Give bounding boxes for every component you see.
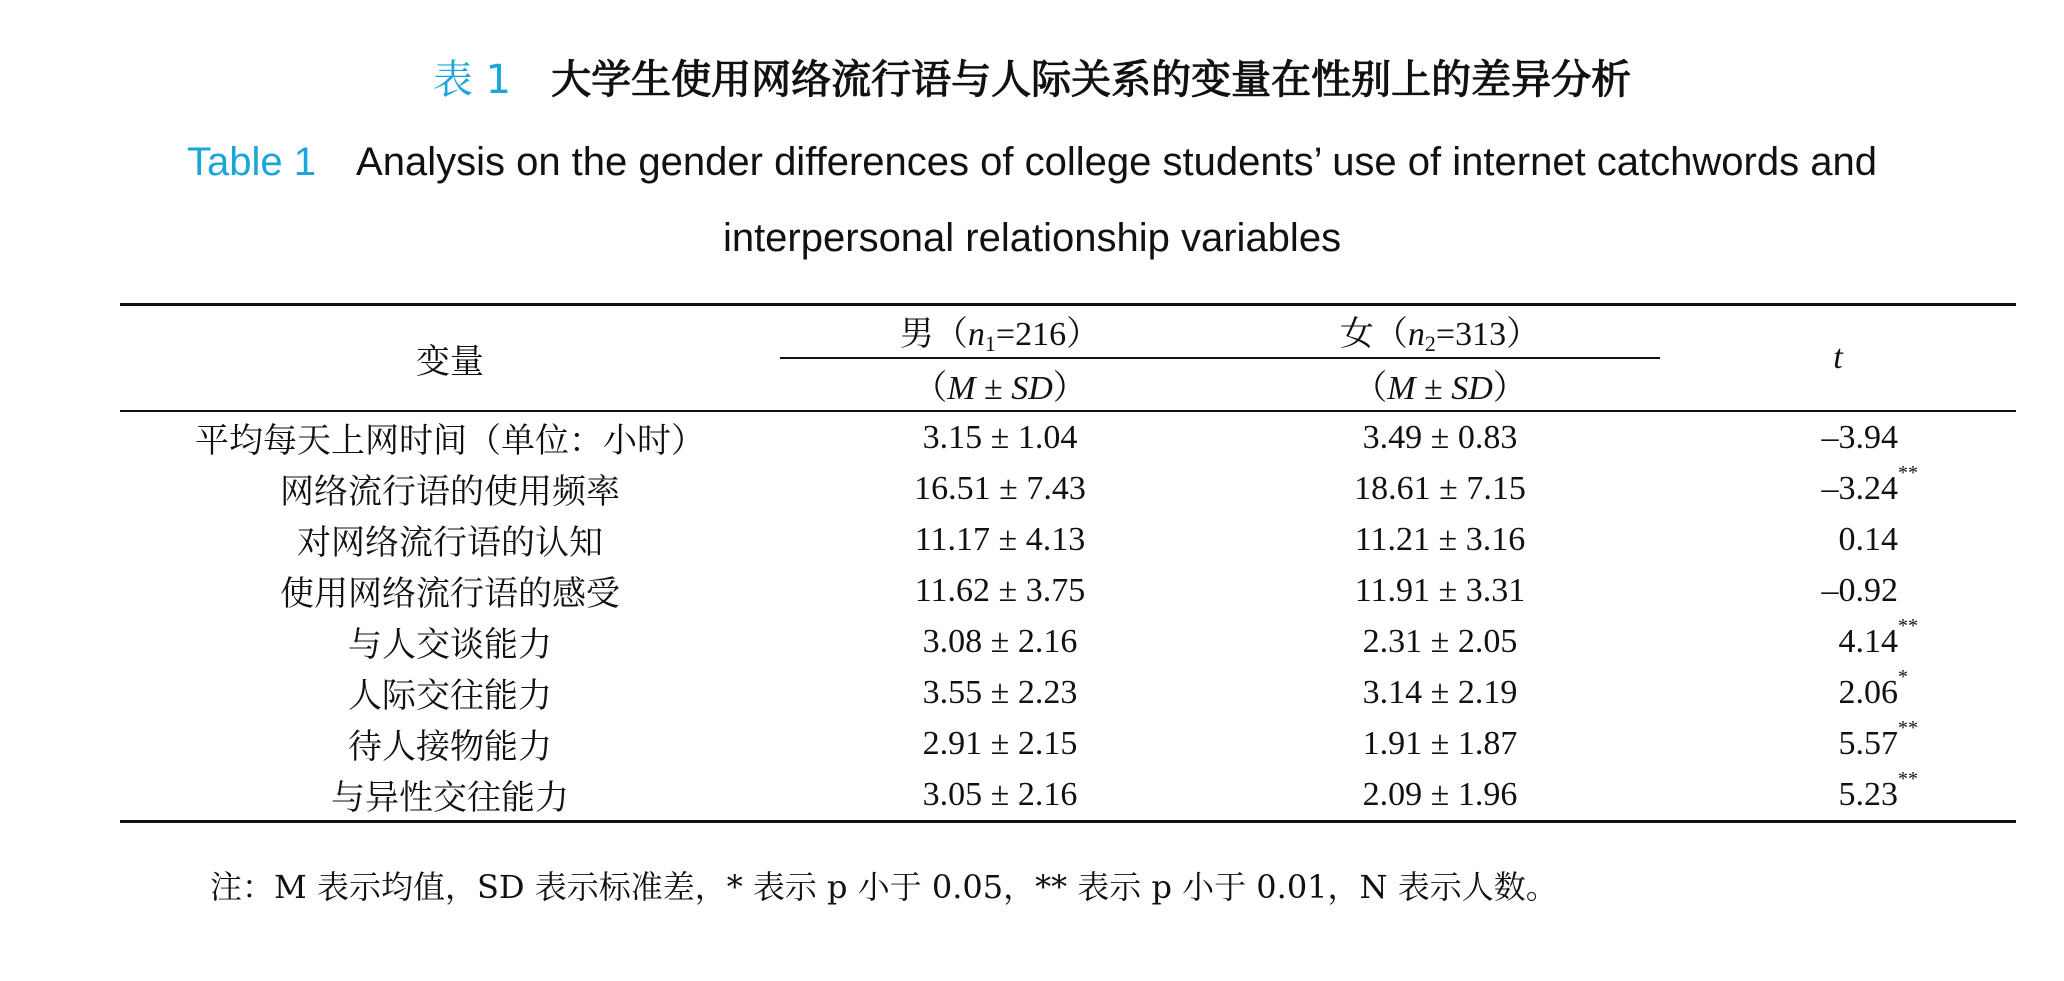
- data-table-container: [120, 303, 2016, 823]
- significance-mark: *: [1898, 665, 1908, 688]
- cell-female: 11.21 ± 3.16: [1354, 520, 1526, 558]
- header-row-groups: [120, 305, 2016, 359]
- header-female-count: =313）: [1435, 316, 1541, 353]
- cell-male: 2.91 ± 2.15: [922, 724, 1078, 762]
- table-row: [120, 411, 2016, 463]
- t-value: 2.06: [1838, 673, 1898, 711]
- header-female-n: n: [1407, 316, 1425, 353]
- caption-label-chinese: 表 1: [432, 57, 512, 103]
- gender-difference-table: [120, 303, 2016, 823]
- cell-t: [1660, 411, 2016, 463]
- header-male-sub: 1: [984, 331, 996, 356]
- stat-sd: SD: [1451, 370, 1493, 407]
- cell-female: 1.91 ± 1.87: [1362, 724, 1518, 762]
- caption-title-english: Analysis on the gender differences of college students’ use of internet catchwords and interpersonal relationship variables: [356, 140, 1877, 260]
- table-row: [120, 514, 2016, 565]
- cell-female: 2.09 ± 1.96: [1362, 775, 1518, 813]
- table-row: [120, 718, 2016, 769]
- header-female-stat: [1220, 358, 1660, 411]
- cell-female: 3.14 ± 2.19: [1362, 673, 1518, 711]
- cell-female: 2.31 ± 2.05: [1362, 622, 1518, 660]
- table-row: [120, 463, 2016, 514]
- cell-female: 3.49 ± 0.83: [1362, 418, 1518, 456]
- header-female-sub: 2: [1424, 331, 1436, 356]
- stat-open: （: [913, 370, 948, 407]
- cell-variable: 与异性交往能力: [331, 780, 569, 817]
- cell-variable: 人际交往能力: [348, 678, 552, 715]
- stat-sd: SD: [1011, 370, 1053, 407]
- table-caption-english: [0, 124, 2064, 276]
- header-male-label: 男（: [899, 316, 968, 353]
- header-male-group: [780, 305, 1220, 359]
- header-male-n: n: [967, 316, 985, 353]
- stat-open: （: [1353, 370, 1388, 407]
- table-row: [120, 667, 2016, 718]
- table-row: [120, 769, 2016, 822]
- table-row: [120, 616, 2016, 667]
- cell-male: 3.05 ± 2.16: [922, 775, 1078, 813]
- stat-close: ）: [1492, 370, 1527, 407]
- cell-male: 16.51 ± 7.43: [914, 469, 1086, 507]
- cell-t: [1660, 718, 2016, 769]
- significance-mark: **: [1898, 767, 1918, 790]
- cell-male: 11.62 ± 3.75: [914, 571, 1086, 609]
- cell-male: 3.08 ± 2.16: [922, 622, 1078, 660]
- cell-variable: 平均每天上网时间（单位：小时）: [195, 423, 705, 460]
- cell-female: 11.91 ± 3.31: [1354, 571, 1526, 609]
- cell-male: 11.17 ± 4.13: [914, 520, 1086, 558]
- t-value: –3.94: [1821, 418, 1898, 456]
- stat-close: ）: [1052, 370, 1087, 407]
- t-value: –3.24: [1821, 469, 1898, 507]
- cell-t: [1660, 769, 2016, 822]
- header-female-label: 女（: [1339, 316, 1408, 353]
- stat-pm: ±: [1415, 370, 1452, 407]
- cell-t: [1660, 514, 2016, 565]
- t-value: 5.57: [1838, 724, 1898, 762]
- significance-mark: **: [1898, 716, 1918, 739]
- table-row: [120, 565, 2016, 616]
- cell-t: [1660, 565, 2016, 616]
- header-male-count: =216）: [995, 316, 1101, 353]
- cell-variable: 与人交谈能力: [348, 627, 552, 664]
- stat-pm: ±: [975, 370, 1012, 407]
- stat-m: M: [947, 370, 976, 407]
- cell-variable: 待人接物能力: [348, 729, 552, 766]
- cell-male: 3.15 ± 1.04: [922, 418, 1078, 456]
- cell-variable: 对网络流行语的认知: [297, 525, 603, 562]
- cell-t: [1660, 667, 2016, 718]
- cell-male: 3.55 ± 2.23: [922, 673, 1078, 711]
- caption-label-english: Table 1: [187, 140, 317, 184]
- significance-mark: **: [1898, 461, 1918, 484]
- cell-t: [1660, 616, 2016, 667]
- t-value: 4.14: [1838, 622, 1898, 660]
- cell-female: 18.61 ± 7.15: [1354, 469, 1526, 507]
- significance-mark: **: [1898, 614, 1918, 637]
- cell-variable: 网络流行语的使用频率: [280, 474, 620, 511]
- table-caption-chinese: [0, 52, 2064, 108]
- header-t: t: [1660, 305, 2016, 412]
- t-value: –0.92: [1821, 571, 1898, 609]
- caption-title-chinese: 大学生使用网络流行语与人际关系的变量在性别上的差异分析: [551, 57, 1632, 103]
- header-female-group: [1220, 305, 1660, 359]
- cell-t: [1660, 463, 2016, 514]
- header-variable: 变量: [120, 305, 780, 412]
- stat-m: M: [1387, 370, 1416, 407]
- table-note: 注：M 表示均值，SD 表示标准差，* 表示 p 小于 0.05，** 表示 p 小于 0.01，N 表示人数。: [210, 868, 1558, 906]
- header-male-stat: [780, 358, 1220, 411]
- t-value: 5.23: [1838, 775, 1898, 813]
- cell-variable: 使用网络流行语的感受: [280, 576, 620, 613]
- t-value: 0.14: [1838, 520, 1898, 558]
